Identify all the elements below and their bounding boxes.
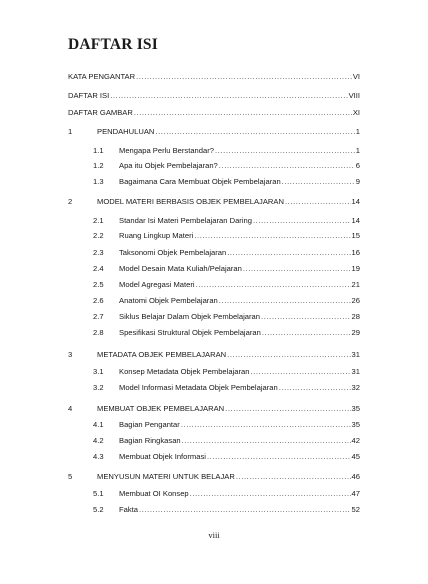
toc-dot-leader [285,196,351,208]
toc-entry-page: 14 [351,197,360,206]
toc-dot-leader [181,419,351,431]
toc-entry-number: 4.3 [93,452,104,461]
toc-front-entry[interactable] [68,107,360,119]
toc-entry-label: DAFTAR ISI [68,91,110,100]
toc-subsection-entry[interactable] [93,176,360,188]
toc-entry-number: 2.2 [93,231,104,240]
toc-dot-leader [136,71,352,83]
toc-dot-leader [253,215,351,227]
toc-entry-number: 1.3 [93,177,104,186]
toc-dot-leader [194,230,350,242]
toc-front-entry[interactable] [68,90,360,102]
toc-subsection-entry[interactable] [93,311,360,323]
toc-entry-label: Membuat OI Konsep [119,489,189,498]
toc-entry-page: 42 [351,436,360,445]
toc-entry-number: 2.8 [93,328,104,337]
toc-subsection-entry[interactable] [93,247,360,259]
toc-front-entry[interactable] [68,71,360,83]
toc-dot-leader [227,247,350,259]
toc-subsection-entry[interactable] [93,263,360,275]
toc-entry-number: 4.1 [93,420,104,429]
toc-entry-page: 14 [351,216,360,225]
toc-entry-page: 9 [355,177,360,186]
toc-entry-label: Anatomi Objek Pembelajaran [119,296,218,305]
toc-dot-leader [155,126,354,138]
toc-chapter-entry[interactable] [68,196,360,208]
toc-entry-number: 2.7 [93,312,104,321]
toc-entry-label: Bagian Ringkasan [119,436,181,445]
toc-entry-label: Konsep Metadata Objek Pembelajaran [119,367,250,376]
toc-entry-number: 4 [68,404,73,413]
toc-entry-label: MODEL MATERI BERBASIS OBJEK PEMBELAJARAN [97,197,284,206]
toc-dot-leader [279,382,351,394]
toc-entry-label: MENYUSUN MATERI UNTUK BELAJAR [97,472,235,481]
toc-entry-page: 26 [351,296,360,305]
toc-entry-number: 1.1 [93,146,104,155]
toc-entry-number: 3.2 [93,383,104,392]
toc-entry-page: 31 [351,350,360,359]
toc-entry-page: 15 [351,231,360,240]
toc-entry-number: 2.5 [93,280,104,289]
toc-dot-leader [225,403,350,415]
toc-subsection-entry[interactable] [93,419,360,431]
toc-dot-leader [282,176,355,188]
toc-entry-number: 1.2 [93,161,104,170]
toc-entry-page: 16 [351,248,360,257]
toc-entry-page: 46 [351,472,360,481]
toc-entry-label: Fakta [119,505,138,514]
toc-entry-page: 6 [355,161,360,170]
toc-entry-page: VIII [348,91,360,100]
toc-subsection-entry[interactable] [93,382,360,394]
toc-dot-leader [219,295,351,307]
toc-subsection-entry[interactable] [93,160,360,172]
toc-entry-label: Apa itu Objek Pembelajaran? [119,161,218,170]
toc-chapter-entry[interactable] [68,403,360,415]
toc-dot-leader [243,263,351,275]
toc-subsection-entry[interactable] [93,435,360,447]
toc-entry-label: Bagaimana Cara Membuat Objek Pembelajaran [119,177,281,186]
toc-entry-number: 2.3 [93,248,104,257]
toc-entry-number: 2 [68,197,73,206]
toc-entry-page: 31 [351,367,360,376]
toc-entry-page: XI [352,108,360,117]
toc-entry-page: 35 [351,420,360,429]
toc-entry-number: 5.1 [93,489,104,498]
toc-entry-label: Siklus Belajar Dalam Objek Pembelajaran [119,312,260,321]
toc-entry-label: DAFTAR GAMBAR [68,108,133,117]
toc-entry-label: PENDAHULUAN [97,127,155,136]
toc-entry-page: 19 [351,264,360,273]
toc-subsection-entry[interactable] [93,215,360,227]
toc-dot-leader [262,327,351,339]
page-number: viii [208,530,220,540]
toc-dot-leader [250,366,350,378]
toc-entry-label: Model Desain Mata Kuliah/Pelajaran [119,264,242,273]
toc-entry-number: 5 [68,472,73,481]
toc-subsection-entry[interactable] [93,279,360,291]
toc-entry-page: 1 [355,127,360,136]
toc-dot-leader [190,488,351,500]
toc-dot-leader [196,279,351,291]
toc-entry-page: 52 [351,505,360,514]
toc-entry-page: 29 [351,328,360,337]
toc-dot-leader [182,435,351,447]
toc-entry-number: 3.1 [93,367,104,376]
toc-subsection-entry[interactable] [93,327,360,339]
page-title: DAFTAR ISI [68,36,158,53]
toc-entry-number: 2.1 [93,216,104,225]
toc-dot-leader [219,160,355,172]
toc-entry-page: 1 [355,146,360,155]
toc-entry-number: 5.2 [93,505,104,514]
toc-entry-page: 45 [351,452,360,461]
toc-dot-leader [110,90,347,102]
toc-chapter-entry[interactable] [68,349,360,361]
toc-entry-page: 47 [351,489,360,498]
toc-entry-label: METADATA OBJEK PEMBELAJARAN [97,350,227,359]
toc-subsection-entry[interactable] [93,366,360,378]
toc-dot-leader [261,311,351,323]
toc-subsection-entry[interactable] [93,504,360,516]
toc-entry-label: Standar Isi Materi Pembelajaran Daring [119,216,252,225]
toc-subsection-entry[interactable] [93,145,360,157]
toc-chapter-entry[interactable] [68,126,360,138]
toc-entry-number: 1 [68,127,73,136]
toc-entry-label: KATA PENGANTAR [68,72,136,81]
toc-dot-leader [236,471,351,483]
toc-dot-leader [207,451,351,463]
toc-entry-page: 28 [351,312,360,321]
toc-entry-label: Bagian Pengantar [119,420,180,429]
toc-subsection-entry[interactable] [93,230,360,242]
toc-entry-page: 21 [351,280,360,289]
toc-entry-page: VI [352,72,360,81]
toc-entry-label: Membuat Objek Informasi [119,452,206,461]
toc-entry-label: Ruang Lingkup Materi [119,231,194,240]
toc-dot-leader [139,504,351,516]
toc-entry-label: Taksonomi Objek Pembelajaran [119,248,227,257]
toc-entry-label: Model Agregasi Materi [119,280,195,289]
toc-entry-label: MEMBUAT OBJEK PEMBELAJARAN [97,404,225,413]
toc-dot-leader [227,349,350,361]
toc-entry-label: Spesifikasi Struktural Objek Pembelajaran [119,328,261,337]
toc-subsection-entry[interactable] [93,451,360,463]
toc-entry-label: Mengapa Perlu Berstandar? [119,146,214,155]
toc-dot-leader [215,145,355,157]
toc-dot-leader [134,107,352,119]
toc-entry-number: 3 [68,350,73,359]
toc-chapter-entry[interactable] [68,471,360,483]
toc-subsection-entry[interactable] [93,488,360,500]
toc-entry-number: 2.6 [93,296,104,305]
toc-entry-number: 4.2 [93,436,104,445]
toc-entry-page: 35 [351,404,360,413]
toc-entry-label: Model Informasi Metadata Objek Pembelajaran [119,383,278,392]
toc-entry-number: 2.4 [93,264,104,273]
toc-subsection-entry[interactable] [93,295,360,307]
toc-entry-page: 32 [351,383,360,392]
